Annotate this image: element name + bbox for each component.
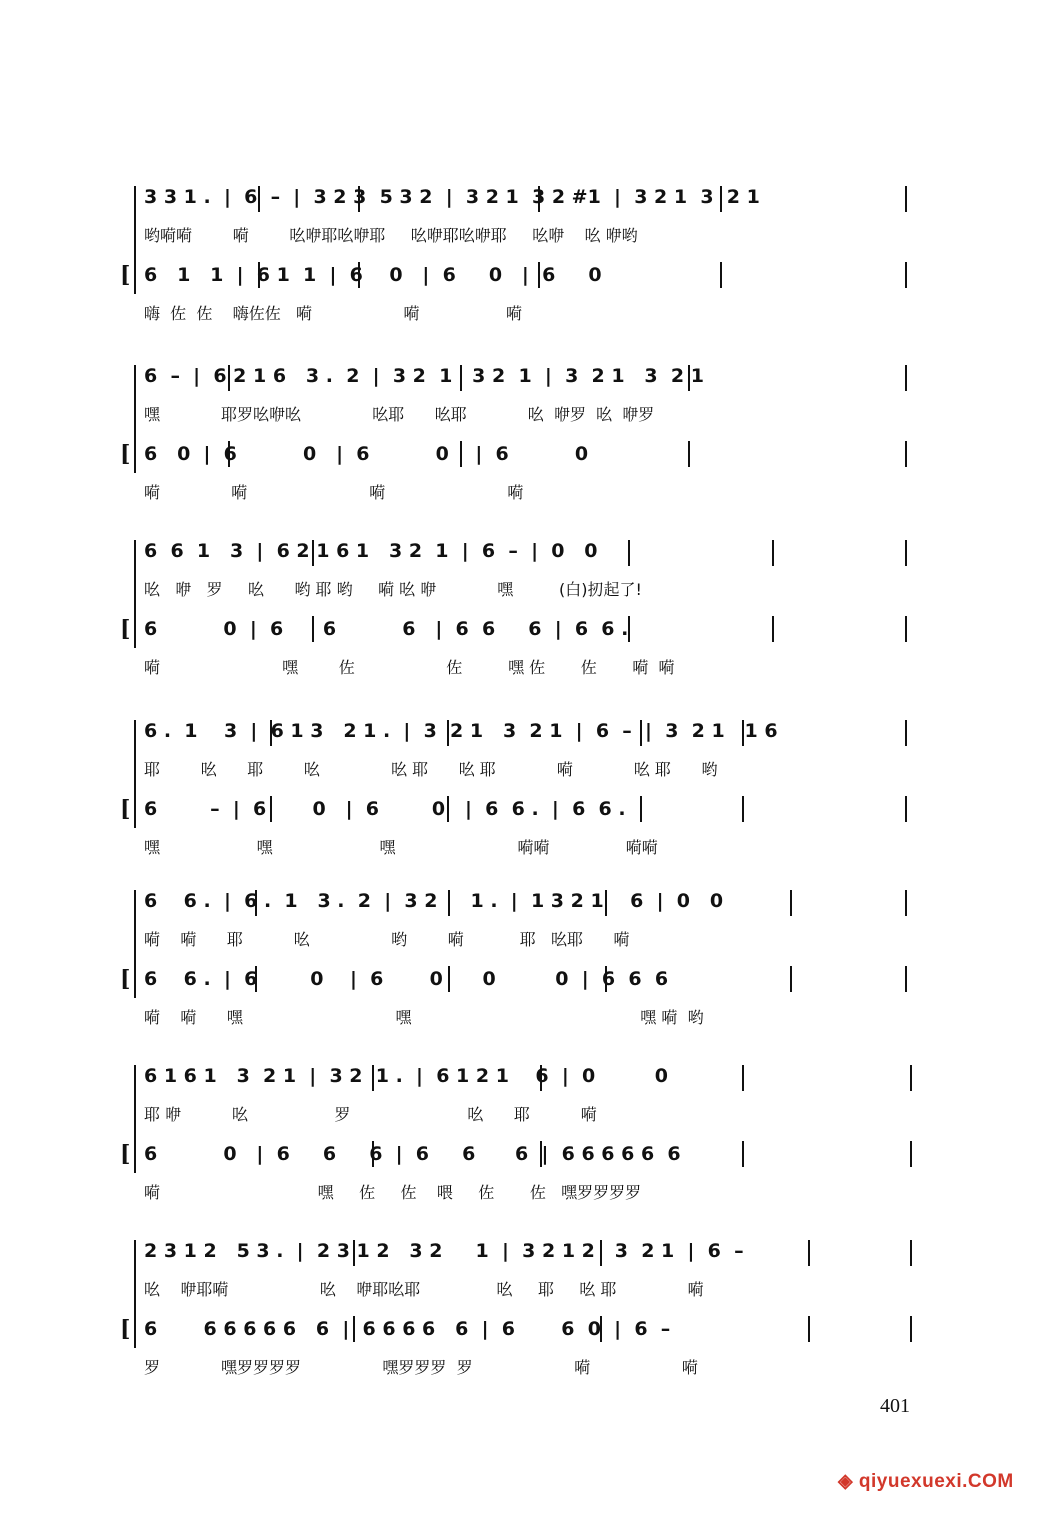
score-system — [0, 186, 1054, 356]
system-line — [134, 1240, 136, 1348]
lower-melody-line: 6 0 | 6 6 6 | 6 6 6 | 6 6 . — [144, 618, 629, 640]
upper-lyrics-line: 耶 咿 吆 罗 吆 耶 嗬 — [144, 1105, 597, 1124]
bar-line — [905, 966, 907, 992]
system-bracket: [ — [120, 262, 131, 288]
system-line — [134, 720, 136, 828]
bar-line — [640, 796, 642, 822]
lower-lyrics-line: 嗬 嘿 佐 佐 喂 佐 佐 嘿罗罗罗罗 — [144, 1183, 642, 1202]
upper-lyrics-line: 嗬 嗬 耶 吆 哟 嗬 耶 吆耶 嗬 — [144, 930, 630, 949]
bar-line — [910, 1240, 912, 1266]
lower-lyrics-line: 嗨 佐 佐 嗨佐佐 嗬 嗬 嗬 — [144, 304, 522, 323]
bar-line — [790, 890, 792, 916]
bar-line — [910, 1065, 912, 1091]
upper-melody-line: 2 3 1 2 5 3 . | 2 3 1 2 3 2 1 | 3 2 1 2 3 2 1 | 6 – — [144, 1240, 744, 1262]
watermark-logo-icon: ◈ — [838, 1471, 859, 1492]
bar-line — [905, 441, 907, 467]
bar-line — [905, 796, 907, 822]
lower-melody-line: 6 1 1 | 6 1 1 | 6 0 | 6 0 | 6 0 — [144, 264, 602, 286]
lower-melody-line: 6 6 . | 6 0 | 6 0 0 0 | 6 6 6 — [144, 968, 669, 990]
bar-line — [742, 1065, 744, 1091]
system-line — [134, 186, 136, 294]
system-line — [134, 890, 136, 998]
bar-line — [905, 720, 907, 746]
lower-melody-line: 6 – | 6 0 | 6 0 | 6 6 . | 6 6 . — [144, 798, 626, 820]
bar-line — [772, 616, 774, 642]
system-bracket: [ — [120, 796, 131, 822]
score-system — [0, 365, 1054, 535]
bar-line — [720, 262, 722, 288]
bar-line — [905, 186, 907, 212]
system-bracket: [ — [120, 966, 131, 992]
bar-line — [905, 262, 907, 288]
bar-line — [910, 1141, 912, 1167]
upper-lyrics-line: 耶 吆 耶 吆 吆 耶 吆 耶 嗬 吆 耶 哟 — [144, 760, 718, 779]
lower-melody-line: 6 6 6 6 6 6 6 | 6 6 6 6 6 | 6 6 0 | 6 – — [144, 1318, 671, 1340]
system-bracket: [ — [120, 1316, 131, 1342]
upper-melody-line: 6 1 6 1 3 2 1 | 3 2 1 . | 6 1 2 1 6 | 0 0 — [144, 1065, 668, 1087]
system-bracket: [ — [120, 441, 131, 467]
bar-line — [628, 540, 630, 566]
bar-line — [742, 1141, 744, 1167]
upper-lyrics-line: 吆 咿 罗 吆 哟 耶 哟 嗬 吆 咿 嘿 (白)扨起了! — [144, 580, 642, 599]
page-number: 401 — [880, 1395, 910, 1417]
lower-lyrics-line: 嗬 嘿 佐 佐 嘿 佐 佐 嗬 嗬 — [144, 658, 675, 677]
lower-lyrics-line: 罗 嘿罗罗罗罗 嘿罗罗罗 罗 嗬 嗬 — [144, 1358, 698, 1377]
upper-lyrics-line: 哟嗬嗬 嗬 吆咿耶吆咿耶 吆咿耶吆咿耶 吆咿 吆 咿哟 — [144, 226, 638, 245]
system-line — [134, 365, 136, 473]
bar-line — [688, 441, 690, 467]
system-line — [134, 1065, 136, 1173]
lower-lyrics-line: 嗬 嗬 嘿 嘿 嘿 嗬 哟 — [144, 1008, 704, 1027]
lower-melody-line: 6 0 | 6 0 | 6 0 | 6 0 — [144, 443, 589, 465]
bar-line — [905, 616, 907, 642]
bar-line — [742, 796, 744, 822]
upper-melody-line: 6 6 1 3 | 6 2 1 6 1 3 2 1 | 6 – | 0 0 — [144, 540, 598, 562]
score-system — [0, 890, 1054, 1060]
upper-melody-line: 3 3 1 . | 6 – | 3 2 3 5 3 2 | 3 2 1 3 2 #1 | 3 2 1 3 2 1 — [144, 186, 760, 208]
bar-line — [808, 1240, 810, 1266]
bar-line — [772, 540, 774, 566]
upper-lyrics-line: 吆 咿耶嗬 吆 咿耶吆耶 吆 耶 吆 耶 嗬 — [144, 1280, 704, 1299]
bar-line — [808, 1316, 810, 1342]
upper-melody-line: 6 . 1 3 | 6 1 3 2 1 . | 3 2 1 3 2 1 | 6 – | 3 2 1 1 6 — [144, 720, 778, 742]
score-system — [0, 720, 1054, 890]
lower-melody-line: 6 0 | 6 6 6 | 6 6 6 | 6 6 6 6 6 6 — [144, 1143, 681, 1165]
upper-lyrics-line: 嘿 耶罗吆咿吆 吆耶 吆耶 吆 咿罗 吆 咿罗 — [144, 405, 655, 424]
score-system — [0, 540, 1054, 710]
bar-line — [905, 540, 907, 566]
watermark-text: qiyuexuexi.COM — [858, 1471, 1014, 1492]
system-bracket: [ — [120, 616, 131, 642]
site-watermark — [838, 1470, 1014, 1493]
score-system — [0, 1065, 1054, 1235]
system-line — [134, 540, 136, 648]
bar-line — [905, 890, 907, 916]
bar-line — [910, 1316, 912, 1342]
system-bracket: [ — [120, 1141, 131, 1167]
bar-line — [905, 365, 907, 391]
score-system — [0, 1240, 1054, 1410]
upper-melody-line: 6 6 . | 6 . 1 3 . 2 | 3 2 1 . | 1 3 2 1 6 | 0 0 — [144, 890, 724, 912]
lower-lyrics-line: 嘿 嘿 嘿 嗬嗬 嗬嗬 — [144, 838, 658, 857]
upper-melody-line: 6 – | 6 2 1 6 3 . 2 | 3 2 1 3 2 1 | 3 2 1 3 2 1 — [144, 365, 704, 387]
lower-lyrics-line: 嗬 嗬 嗬 嗬 — [144, 483, 524, 502]
bar-line — [790, 966, 792, 992]
